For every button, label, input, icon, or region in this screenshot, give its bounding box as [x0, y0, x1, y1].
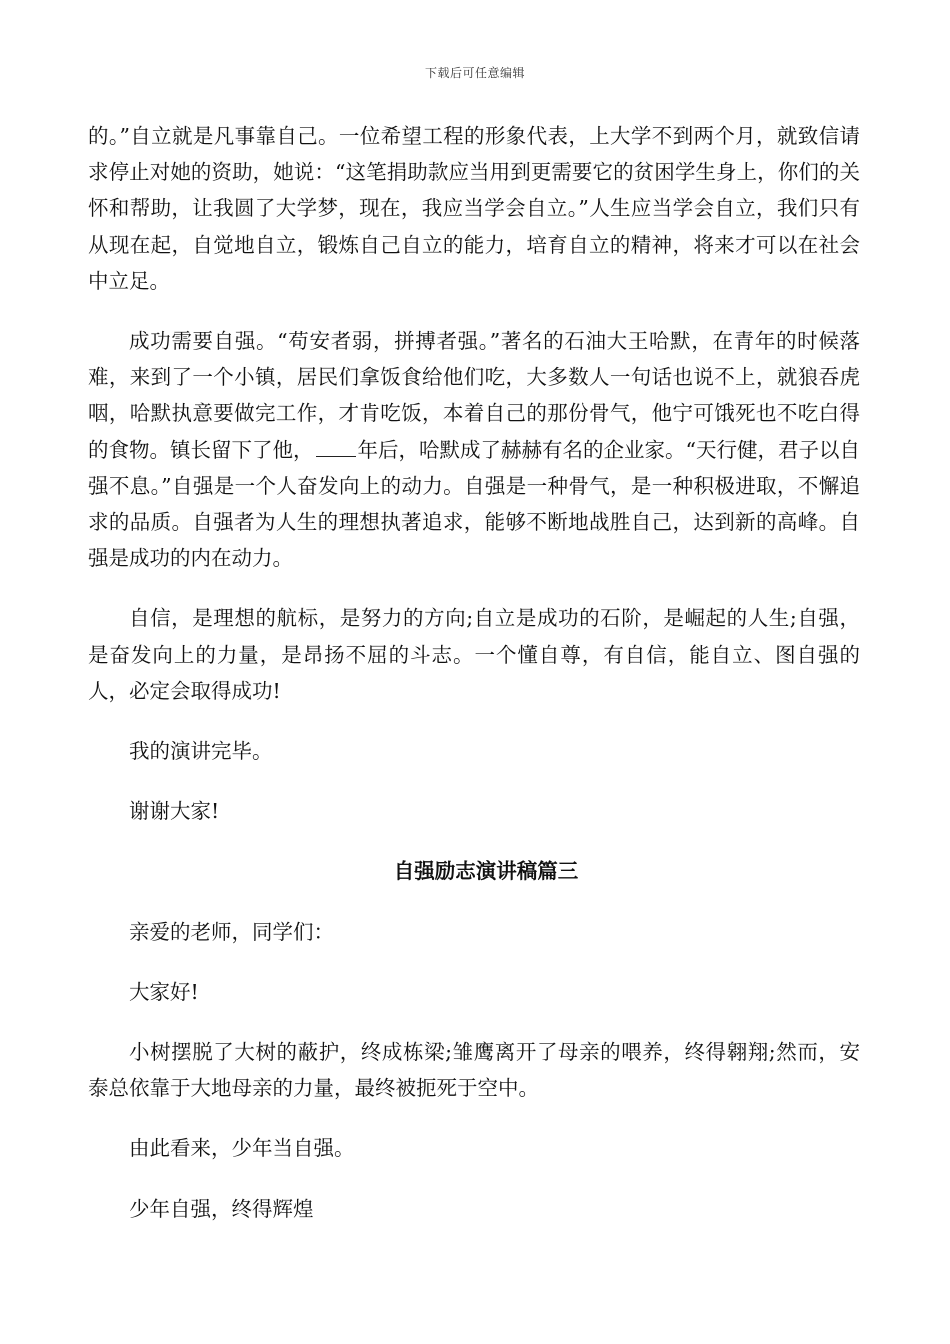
paragraph-2: [88, 323, 860, 576]
salutation: 亲爱的老师，同学们：: [129, 919, 334, 944]
page-header: 下载后可任意编辑: [424, 66, 525, 80]
paragraph-9: 由此看来，少年当自强。: [129, 1136, 355, 1161]
paragraph-2-part-2: 年后，哈默成了赫赫有名的企业家。“天行健，君子以自强不息。”自强是一个人奋发向上的动力。自强是一种骨气，是一种积极进取，不懈追求的品质。自强者为人生的理想执著追求，能够不断地战胜自己，达到新的高峰。自强是成功的内在动力。: [88, 437, 861, 571]
paragraph-3: 自信，是理想的航标，是努力的方向;自立是成功的石阶，是崛起的人生;自强，是奋发向上的力量，是昂扬不屈的斗志。一个懂自尊，有自信，能自立、图自强的人，必定会取得成功!: [88, 606, 860, 703]
paragraph-4: 我的演讲完毕。: [129, 739, 273, 764]
paragraph-5: 谢谢大家!: [129, 799, 220, 824]
paragraph-2-part-1: 成功需要自强。“苟安者弱，拼搏者强。”著名的石油大王哈默，在青年的时候落难，来到了一个小镇，居民们拿饭食给他们吃，大多数人一句话也说不上，就狼吞虎咽，哈默执意要做完工作，才肯吃饭，本着自己的那份骨气，他宁可饿死也不吃白得的食物。镇长留下了他，: [88, 329, 860, 462]
paragraph-1: 的。”自立就是凡事靠自己。一位希望工程的形象代表，上大学不到两个月，就致信请求停止对她的资助，她说：“这笔捐助款应当用到更需要它的贫困学生身上，你们的关怀和帮助，让我圆了大学梦，现在，我应当学会自立。”人生应当学会自立，我们只有从现在起，自觉地自立，锻炼自己自立的能力，培育自立的精神，将来才可以在社会中立足。: [88, 124, 860, 293]
greeting: 大家好!: [129, 979, 199, 1004]
paragraph-8: 小树摆脱了大树的蔽护，终成栋梁;雏鹰离开了母亲的喂养，终得翱翔;然而，安泰总依靠于大地母亲的力量，最终被扼死于空中。: [88, 1040, 860, 1101]
document-body: [88, 118, 860, 1251]
paragraph-10: 少年自强，终得辉煌: [129, 1196, 314, 1221]
section-heading: 自强励志演讲稿篇三: [393, 859, 579, 884]
fill-in-blank: [316, 436, 356, 457]
